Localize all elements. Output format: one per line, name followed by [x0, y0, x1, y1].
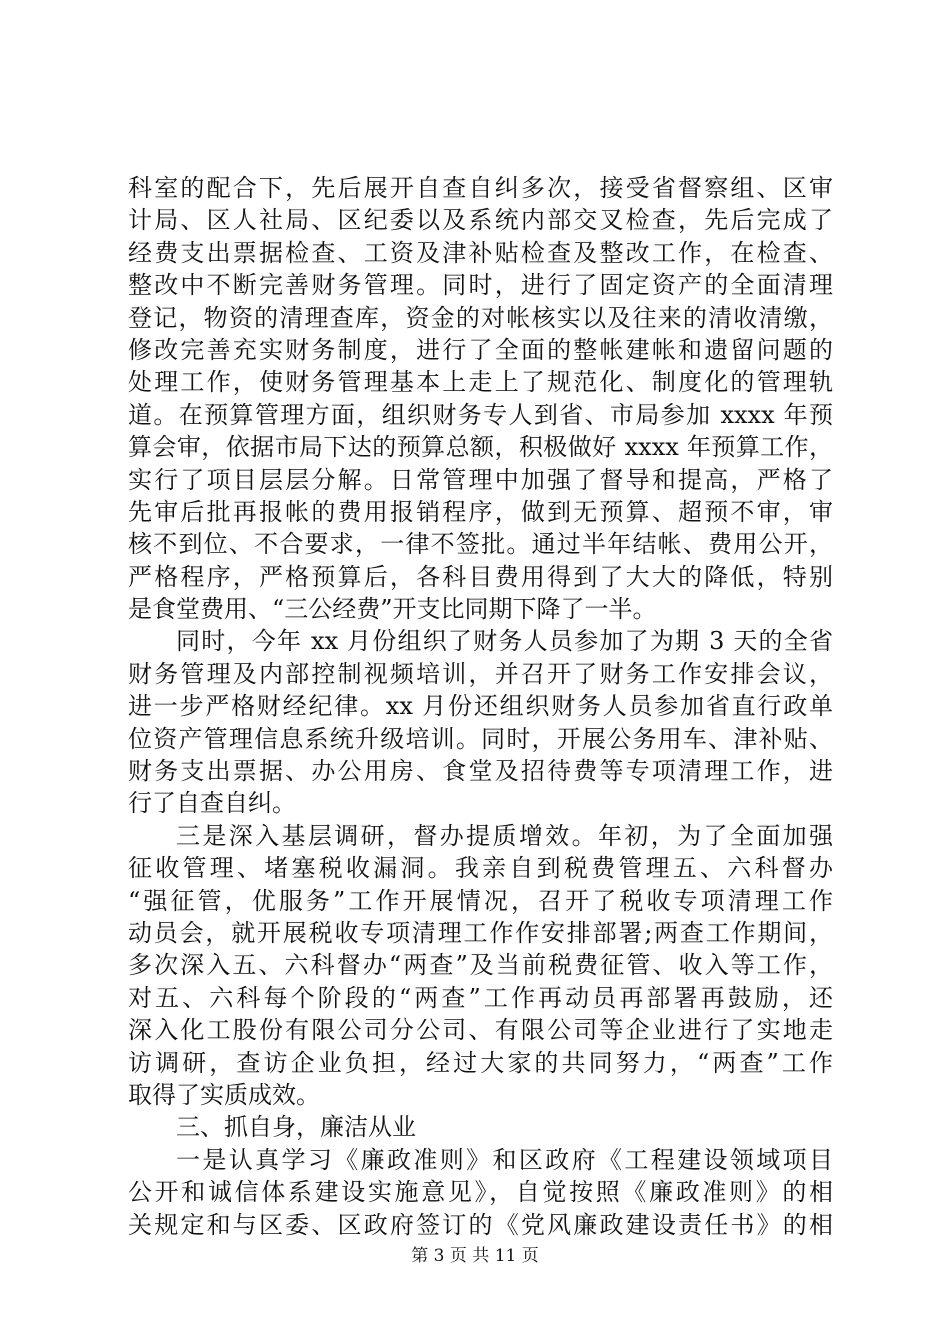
- text-line: 科室的配合下，先后展开自查自纠多次，接受省督察组、区审: [128, 174, 833, 202]
- text-line: 三、抓自身，廉洁从业: [176, 1113, 416, 1142]
- text-line: 公开和诚信体系建设实施意见》，自觉按照《廉政准则》的相: [128, 1178, 833, 1207]
- text-line: 财务管理及内部控制视频培训，并召开了财务工作安排会议，: [128, 659, 833, 688]
- text-line: 取得了实质成效。: [128, 1080, 320, 1109]
- text-line: 整改中不断完善财务管理。同时，进行了固定资产的全面清理: [128, 271, 833, 300]
- text-line: 同时，今年 xx 月份组织了财务人员参加了为期 3 天的全省: [176, 627, 833, 656]
- text-line: 动员会，就开展税收专项清理工作作安排部署;两查工作期间，: [128, 918, 833, 947]
- text-line: 位资产管理信息系统升级培训。同时，开展公务用车、津补贴、: [128, 724, 833, 753]
- text-line: 经费支出票据检查、工资及津补贴检查及整改工作，在检查、: [128, 238, 833, 267]
- text-line: 处理工作，使财务管理基本上走上了规范化、制度化的管理轨: [128, 368, 833, 397]
- document-body: [128, 172, 833, 1241]
- text-line: 多次深入五、六科督办“两查”及当前税费征管、收入等工作，: [128, 951, 833, 980]
- page-footer: 第 3 页 共 11 页: [411, 1246, 539, 1266]
- text-line: 进一步严格财经纪律。xx 月份还组织财务人员参加省直行政单: [128, 692, 833, 721]
- text-line: 访调研，查访企业负担，经过大家的共同努力，“两查”工作: [128, 1048, 833, 1077]
- text-line: 计局、区人社局、区纪委以及系统内部交叉检查，先后完成了: [128, 206, 833, 235]
- text-line: 财务支出票据、办公用房、食堂及招待费等专项清理工作，进: [128, 757, 833, 786]
- text-line: 关规定和与区委、区政府签订的《党风廉政建设责任书》的相: [128, 1210, 833, 1239]
- text-line: 算会审，依据市局下达的预算总额，积极做好 xxxx 年预算工作，: [128, 433, 833, 462]
- text-line: 三是深入基层调研，督办提质增效。年初，为了全面加强: [176, 821, 833, 850]
- text-line: 登记，物资的清理查库，资金的对帐核实以及往来的清收清缴，: [128, 303, 833, 332]
- text-line: 行了自查自纠。: [128, 789, 296, 818]
- text-line: 一是认真学习《廉政准则》和区政府《工程建设领域项目: [176, 1145, 833, 1174]
- text-line: 先审后批再报帐的费用报销程序，做到无预算、超预不审，审: [128, 497, 833, 526]
- text-line: 对五、六科每个阶段的“两查”工作再动员再部署再鼓励，还: [128, 983, 833, 1012]
- text-line: “强征管，优服务”工作开展情况，召开了税收专项清理工作: [128, 886, 833, 915]
- text-line: 深入化工股份有限公司分公司、有限公司等企业进行了实地走: [128, 1016, 833, 1045]
- text-line: 实行了项目层层分解。日常管理中加强了督导和提高，严格了: [128, 465, 833, 494]
- text-line: 道。在预算管理方面，组织财务专人到省、市局参加 xxxx 年预: [128, 400, 833, 429]
- text-line: 征收管理、堵塞税收漏洞。我亲自到税费管理五、六科督办: [128, 854, 833, 883]
- text-line: 是食堂费用、“三公经费”开支比同期下降了一半。: [128, 595, 657, 624]
- text-line: 修改完善充实财务制度，进行了全面的整帐建帐和遗留问题的: [128, 335, 833, 364]
- text-line: 严格程序，严格预算后，各科目费用得到了大大的降低，特别: [128, 562, 833, 591]
- text-line: 核不到位、不合要求，一律不签批。通过半年结帐、费用公开，: [128, 530, 833, 559]
